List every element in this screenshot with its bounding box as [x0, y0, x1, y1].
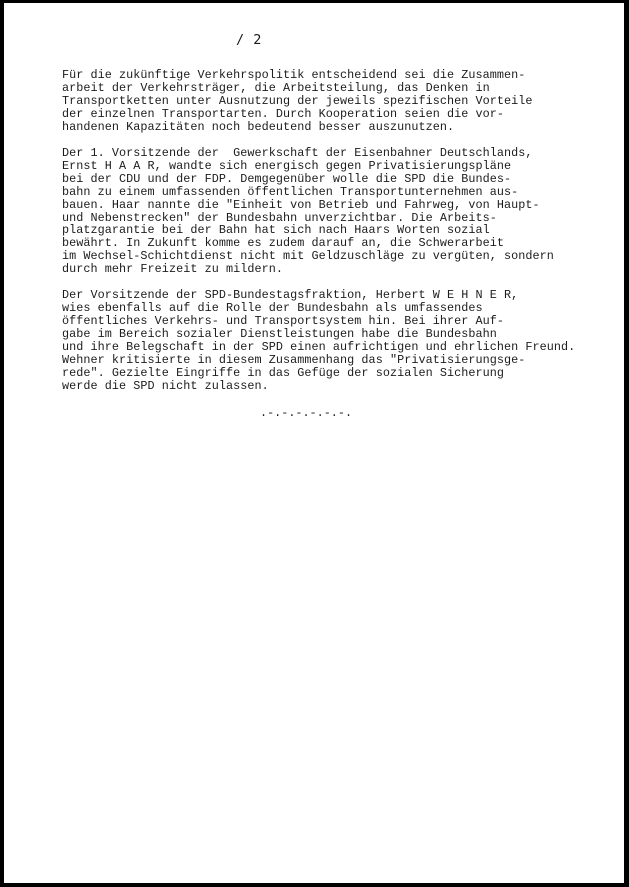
text-line: der einzelnen Transportarten. Durch Kooperation seien die vor-	[62, 106, 505, 121]
closing-divider: .-.-.-.-.-.-.	[260, 406, 353, 420]
text-line: handenen Kapazitäten noch bedeutend besser auszunutzen.	[62, 119, 455, 134]
text-line: gabe im Bereich sozialer Dienstleistungen habe die Bundesbahn	[62, 327, 497, 342]
text-line: rede". Gezielte Eingriffe in das Gefüge der sozialen Sicherung	[62, 366, 505, 381]
paragraph-transport-policy	[62, 69, 624, 134]
text-line: Der Vorsitzende der SPD-Bundestagsfraktion, Herbert W E H N E R,	[62, 288, 519, 303]
text-line: Transportketten unter Ausnutzung der jeweils spezifischen Vorteile	[62, 93, 533, 108]
text-line: bahn zu einem umfassenden öffentlichen Transportunternehmen aus-	[62, 184, 519, 199]
text-line: bauen. Haar nannte die "Einheit von Betrieb und Fahrweg, von Haupt-	[62, 197, 540, 212]
paragraph-wehner-statement	[62, 289, 624, 393]
text-line: Für die zukünftige Verkehrspolitik entscheidend sei die Zusammen-	[62, 68, 526, 82]
text-line: bewährt. In Zukunft komme es zudem darauf an, die Schwerarbeit	[62, 236, 505, 251]
text-line: durch mehr Freizeit zu mildern.	[62, 262, 284, 277]
page-number: / 2	[236, 32, 262, 48]
paragraph-haar-statement	[62, 147, 624, 277]
document-body	[62, 69, 624, 393]
text-line: wies ebenfalls auf die Rolle der Bundesbahn als umfassendes	[62, 301, 483, 316]
text-line: Ernst H A A R, wandte sich energisch gegen Privatisierungspläne	[62, 158, 512, 173]
text-line: arbeit der Verkehrsträger, die Arbeitsteilung, das Denken in	[62, 80, 490, 95]
text-line: werde die SPD nicht zulassen.	[62, 378, 269, 393]
text-line: öffentliches Verkehrs- und Transportsystem hin. Bei ihrer Auf-	[62, 314, 505, 329]
text-line: platzgarantie bei der Bahn hat sich nach Haars Worten sozial	[62, 223, 490, 238]
text-line: und ihre Belegschaft in der SPD einen aufrichtigen und ehrlichen Freund.	[62, 340, 576, 355]
document-page	[4, 3, 624, 883]
text-line: und Nebenstrecken" der Bundesbahn unverzichtbar. Die Arbeits-	[62, 210, 497, 225]
text-line: Wehner kritisierte in diesem Zusammenhang das "Privatisierungsge-	[62, 353, 526, 368]
text-line: bei der CDU und der FDP. Demgegenüber wolle die SPD die Bundes-	[62, 171, 512, 186]
text-line: im Wechsel-Schichtdienst nicht mit Geldzuschläge zu vergüten, sondern	[62, 249, 554, 264]
text-line: Der 1. Vorsitzende der Gewerkschaft der Eisenbahner Deutschlands,	[62, 145, 533, 160]
